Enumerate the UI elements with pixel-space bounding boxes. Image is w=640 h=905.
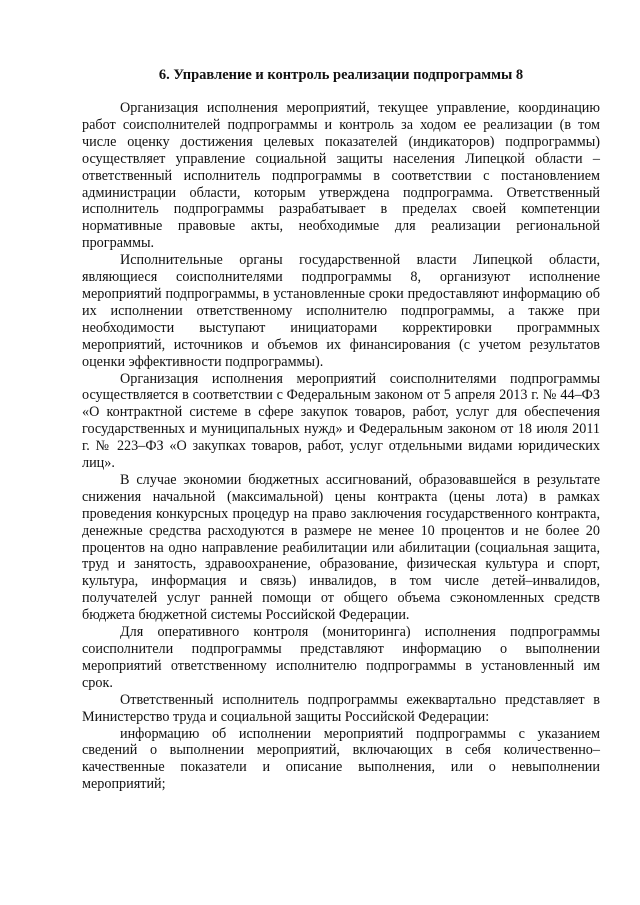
paragraph-executive-bodies: Исполнительные органы государственной власти Липецкой области, являющиеся соисполнителями подпрограммы 8, организуют исполнение мероприятий подпрограммы, в установленные сроки предоставляют информацию об их исполнении ответственному исполнителю подпрограммы, а также при необходимости выступают инициаторами корректировки программных мероприятий, источников и объемов их финансирования (с учетом результатов оценки эффективности подпрограммы).	[82, 252, 600, 370]
paragraph-execution-info: информацию об исполнении мероприятий подпрограммы с указанием сведений о выполнении мероприятий, включающих в себя количественно–качественные показатели и описание выполнения, или о невыполнении мероприятий;	[82, 725, 600, 793]
paragraph-procurement-law: Организация исполнения мероприятий соисполнителями подпрограммы осуществляется в соответствии с Федеральным законом от 5 апреля 2013 г. № 44–ФЗ «О контрактной системе в сфере закупок товаров, работ, услуг для обеспечения государственных и муниципальных нужд» и Федеральным законом от 18 июля 2011 г. № 223–ФЗ «О закупках товаров, работ, услуг отдельными видами юридических лиц».	[82, 370, 600, 472]
section-title: 6. Управление и контроль реализации подпрограммы 8	[158, 67, 524, 83]
paragraph-budget-savings: В случае экономии бюджетных ассигнований, образовавшейся в результате снижения начальной (максимальной) цены контракта (цены лота) в рамках проведения конкурсных процедур на право заключения государственного контракта, денежные средства расходуются в размере не менее 10 процентов и не более 20 процентов на одно направление реабилитации или абилитации (социальная защита, труд и занятость, здравоохранение, образование, физическая культура и спорт, культура, информация и связь) инвалидов, в том числе детей–инвалидов, получателей услуг ранней помощи от общего объема сэкономленных средств бюджета бюджетной системы Российской Федерации.	[82, 471, 600, 624]
document-page	[82, 66, 600, 793]
paragraph-quarterly-report: Ответственный исполнитель подпрограммы ежеквартально представляет в Министерство труда и социальной защиты Российской Федерации:	[82, 691, 600, 725]
paragraph-monitoring: Для оперативного контроля (мониторинга) исполнения подпрограммы соисполнители подпрограммы представляют информацию о выполнении мероприятий ответственному исполнителю подпрограммы в установленный им срок.	[82, 624, 600, 691]
paragraph-organization: Организация исполнения мероприятий, текущее управление, координацию работ соисполнителей подпрограммы и контроль за ходом ее реализации (в том числе оценку достижения целевых показателей (индикаторов) подпрограммы) осуществляет управление социальной защиты населения Липецкой области – ответственный исполнитель подпрограммы в соответствии с постановлением администрации области, которым утверждена подпрограмма. Ответственный исполнитель подпрограммы разрабатывает в пределах своей компетенции нормативные правовые акты, необходимые для реализации региональной программы.	[82, 100, 600, 252]
